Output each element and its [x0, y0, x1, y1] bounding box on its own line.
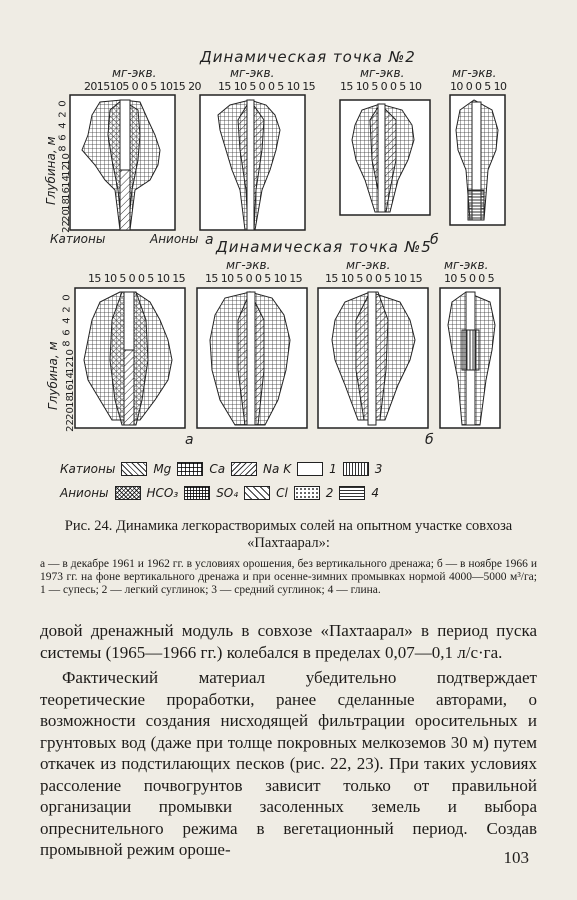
depth-tick-label: 4	[57, 122, 69, 130]
depth-tick-label: 0	[57, 100, 69, 107]
unit-label: мг-экв.	[226, 258, 271, 272]
dp5-panel-2	[197, 288, 307, 428]
body-text	[40, 620, 537, 861]
legend-4: 4	[371, 486, 380, 500]
depth-tick-label: 20	[64, 407, 76, 420]
depth-tick-label: 16	[64, 383, 76, 397]
legend-ca: Ca	[209, 462, 226, 476]
depth-tick-label: 8	[61, 340, 73, 348]
depth-tick-label: 14	[64, 372, 76, 386]
legend-hco3: HCO₃	[146, 486, 179, 500]
dp2-panel-3	[340, 100, 430, 215]
scale-label: 15 10 5 0 0 5 10 15	[88, 272, 186, 285]
legend-2: 2	[325, 486, 334, 500]
soil-2-swatch	[294, 486, 320, 500]
legend-nak: Na K	[263, 462, 292, 476]
depth-tick-label: 18	[60, 197, 72, 211]
unit-label: мг-экв.	[346, 258, 391, 272]
scale-label: 15 10 5 0 0 5 10 15	[205, 272, 303, 285]
anions-axis-label: Анионы	[150, 232, 199, 246]
unit-label: мг-экв.	[230, 66, 275, 80]
dp5-panel-4	[440, 288, 500, 428]
depth-tick-label: 12	[64, 360, 76, 374]
depth-tick-label: 10	[64, 349, 76, 362]
depth-tick-label: 10	[60, 153, 72, 166]
depth-tick-label: 16	[60, 186, 72, 200]
legend-cations-label: Катионы	[60, 462, 116, 476]
dp5-panel-3	[318, 288, 428, 428]
label-b: б	[425, 432, 434, 448]
depth-tick-label: 22	[64, 418, 76, 432]
legend-mg: Mg	[153, 462, 172, 476]
paragraph: Фактический материал убедительно подтверждает теоретические проработки, ранее сделанные авторами, о возможности создания нисходящей фильтрации оросительных и грунтовых вод (даже при толще покровных мелкоземов 30 м) путем откачек из подстилающих песков (рис. 22, 23). При таких условиях рассоление почвогрунтов зависит только от правильной организации промывки засоленных земель и выбора опреснительного режима в вегетационный период. Создав промывной режим ороше-	[40, 668, 537, 859]
dp2-panel-2	[200, 95, 305, 230]
scale-label: 10 0 0 5 10	[450, 80, 507, 93]
scale-label: 10 5 0 0 5	[444, 272, 494, 285]
soil-1-swatch	[297, 462, 323, 476]
label-a: а	[205, 232, 214, 248]
depth-tick-label: 6	[61, 329, 73, 336]
figure-24	[40, 40, 540, 510]
y-axis-label: Глубина, м	[44, 136, 58, 205]
legend-cl: Cl	[276, 486, 288, 500]
legend-so4: SO₄	[216, 486, 239, 500]
scale-label: 2015105 0 0 5 1015 20	[84, 80, 201, 93]
figure-caption	[40, 518, 537, 597]
y-axis-label: Глубина, м	[46, 341, 60, 410]
legend-cations-row	[60, 462, 382, 476]
soil-4-swatch	[339, 486, 365, 500]
unit-label: мг-экв.	[112, 66, 157, 80]
legend-3: 3	[374, 462, 383, 476]
nak-swatch	[231, 462, 257, 476]
depth-tick-label: 2	[61, 305, 73, 313]
legend-1: 1	[329, 462, 337, 476]
unit-label: мг-экв.	[444, 258, 489, 272]
so4-swatch	[184, 486, 210, 500]
scale-label: 15 10 5 0 0 5 10	[340, 80, 422, 93]
legend-anions-label: Анионы	[60, 486, 109, 500]
page-number: 103	[503, 848, 529, 867]
caption-notes: а — в декабре 1961 и 1962 гг. в условиях орошения, без вертикального дренажа; б — в ноябре 1966 и 1973 гг. на фоне вертикального дренажа и при осенне-зимних промывках нормой 4000—5000 м³/га; 1 — супесь; 2 — легкий суглинок; 3 — средний суглинок; 4 — глина.	[40, 558, 537, 596]
dp5-title: Динамическая точка №5	[216, 238, 432, 256]
depth-tick-label: 12	[60, 164, 72, 178]
depth-tick-label: 22	[60, 220, 72, 234]
depth-tick-label: 20	[60, 209, 72, 222]
paragraph: довой дренажный модуль в совхозе «Пахтаарал» в период пуска системы (1965—1966 гг.) колебался в пределах 0,07—0,1 л/с·га.	[40, 621, 537, 662]
label-b: б	[430, 232, 439, 248]
depth-tick-label: 6	[57, 133, 69, 141]
depth-tick-label: 2	[57, 111, 69, 118]
hco3-swatch	[115, 486, 141, 500]
cations-axis-label: Катионы	[50, 232, 106, 246]
depth-tick-label: 4	[61, 317, 73, 324]
dp2-panel-1	[70, 95, 175, 230]
dp2-panel-4	[450, 95, 505, 225]
label-a: а	[185, 432, 194, 448]
mg-swatch	[121, 462, 147, 476]
legend-anions-row	[60, 486, 379, 500]
cl-swatch	[244, 486, 270, 500]
soil-3-swatch	[343, 462, 369, 476]
scale-label: 15 10 5 0 0 5 10 15	[325, 272, 423, 285]
dp5-panel-1	[75, 288, 185, 428]
scale-label: 15 10 5 0 0 5 10 15	[218, 80, 316, 93]
depth-tick-label: 18	[64, 395, 76, 409]
depth-tick-label: 8	[57, 145, 69, 152]
unit-label: мг-экв.	[452, 66, 497, 80]
depth-tick-label: 0	[61, 294, 73, 301]
unit-label: мг-экв.	[360, 66, 405, 80]
depth-tick-label: 14	[60, 175, 72, 189]
caption-title: Рис. 24. Динамика легкорастворимых солей на опытном участке совхоза «Пахтаарал»:	[64, 518, 513, 551]
dp2-title: Динамическая точка №2	[200, 48, 416, 66]
ca-swatch	[177, 462, 203, 476]
